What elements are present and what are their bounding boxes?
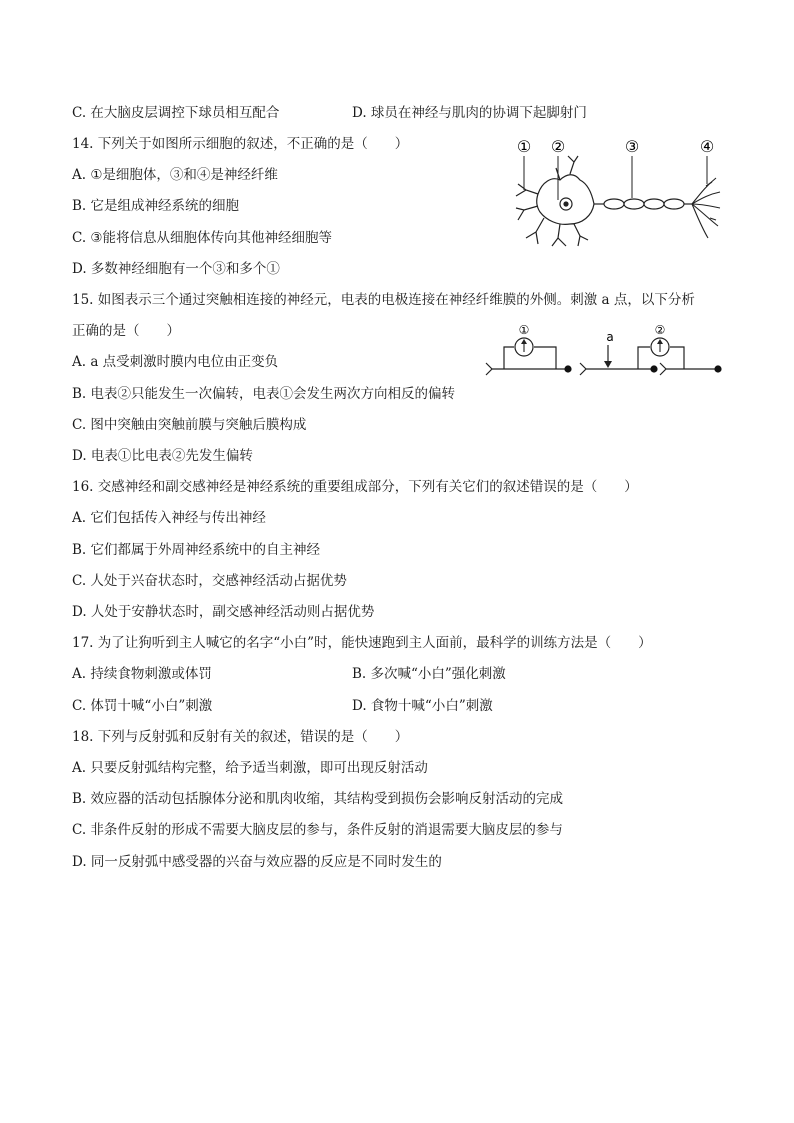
q15-stem-line1: 15. 如图表示三个通过突触相连接的神经元，电表的电极连接在神经纤维膜的外侧。刺激 a 点，以下分析 <box>72 292 695 308</box>
meter2-label: ② <box>654 323 666 337</box>
q15-stem-line2: 正确的是（ ） <box>72 323 180 339</box>
meter1-right-electrode <box>534 347 556 369</box>
neuron-label-2: ② <box>550 137 566 156</box>
q13-option-d: D. 球员在神经与肌肉的协调下起脚射门 <box>352 105 587 121</box>
neuron-axon <box>594 199 692 209</box>
neuron-cell-body <box>516 156 594 246</box>
synapse-knob-1 <box>564 365 571 372</box>
neuron3-dendrite-end <box>660 363 666 375</box>
q17-option-b: B. 多次喊“小白”强化刺激 <box>352 666 506 682</box>
neuron3-end-knob <box>714 365 721 372</box>
q13-option-c: C. 在大脑皮层调控下球员相互配合 <box>72 105 280 121</box>
q16-option-b: B. 它们都属于外周神经系统中的自主神经 <box>72 542 321 558</box>
q14-option-c: C. ③能将信息从细胞体传向其他神经细胞等 <box>72 230 333 246</box>
neuron-figure <box>508 134 723 252</box>
q18-stem: 18. 下列与反射弧和反射有关的叙述，错误的是（ ） <box>72 729 409 745</box>
q17-stem: 17. 为了让狗听到主人喊它的名字“小白”时，能快速跑到主人面前，最科学的训练方法是（ ） <box>72 635 652 651</box>
synapse-knob-2 <box>650 365 657 372</box>
q14-option-d: D. 多数神经细胞有一个③和多个① <box>72 261 280 277</box>
meter-2 <box>651 338 669 356</box>
q16-option-d: D. 人处于安静状态时，副交感神经活动则占据优势 <box>72 604 375 620</box>
meter1-label: ① <box>518 323 530 337</box>
neuron-label-1: ① <box>516 137 532 156</box>
q14-option-a: A. ①是细胞体，③和④是神经纤维 <box>72 167 278 183</box>
q16-option-a: A. 它们包括传入神经与传出神经 <box>72 510 266 526</box>
q18-option-b: B. 效应器的活动包括腺体分泌和肌肉收缩，其结构受到损伤会影响反射活动的完成 <box>72 791 564 807</box>
neuron2-dendrite-end <box>580 363 586 375</box>
q18-option-a: A. 只要反射弧结构完整，给予适当刺激，即可出现反射活动 <box>72 760 428 776</box>
meter-1 <box>515 338 533 356</box>
neuron-label-4: ④ <box>699 137 715 156</box>
q15-option-c: C. 图中突触由突触前膜与突触后膜构成 <box>72 417 307 433</box>
neuron1-dendrite-end <box>486 363 492 375</box>
q15-option-d: D. 电表①比电表②先发生偏转 <box>72 448 253 464</box>
q15-option-a: A. a 点受刺激时膜内电位由正变负 <box>72 354 279 370</box>
q18-option-d: D. 同一反射弧中感受器的兴奋与效应器的反应是不同时发生的 <box>72 854 442 870</box>
q14-stem: 14. 下列关于如图所示细胞的叙述，不正确的是（ ） <box>72 136 409 152</box>
q17-option-c: C. 体罚十喊“小白”刺激 <box>72 698 213 714</box>
neuron-label-3: ③ <box>624 137 640 156</box>
meter2-left-electrode <box>638 347 650 369</box>
q16-option-c: C. 人处于兴奋状态时，交感神经活动占据优势 <box>72 573 347 589</box>
q18-option-c: C. 非条件反射的形成不需要大脑皮层的参与，条件反射的消退需要大脑皮层的参与 <box>72 822 563 838</box>
neuron-terminal <box>692 178 720 238</box>
meter1-left-electrode <box>504 347 514 369</box>
meter2-right-electrode <box>670 347 684 369</box>
q15-option-b: B. 电表②只能发生一次偏转，电表①会发生两次方向相反的偏转 <box>72 386 456 402</box>
q17-option-d: D. 食物十喊“小白”刺激 <box>352 698 493 714</box>
q14-option-b: B. 它是组成神经系统的细胞 <box>72 198 240 214</box>
q17-option-a: A. 持续食物刺激或体罚 <box>72 666 212 682</box>
point-a-label: a <box>606 330 614 344</box>
synapse-meter-figure <box>484 323 724 383</box>
q16-stem: 16. 交感神经和副交感神经是神经系统的重要组成部分，下列有关它们的叙述错误的是（ ） <box>72 479 638 495</box>
